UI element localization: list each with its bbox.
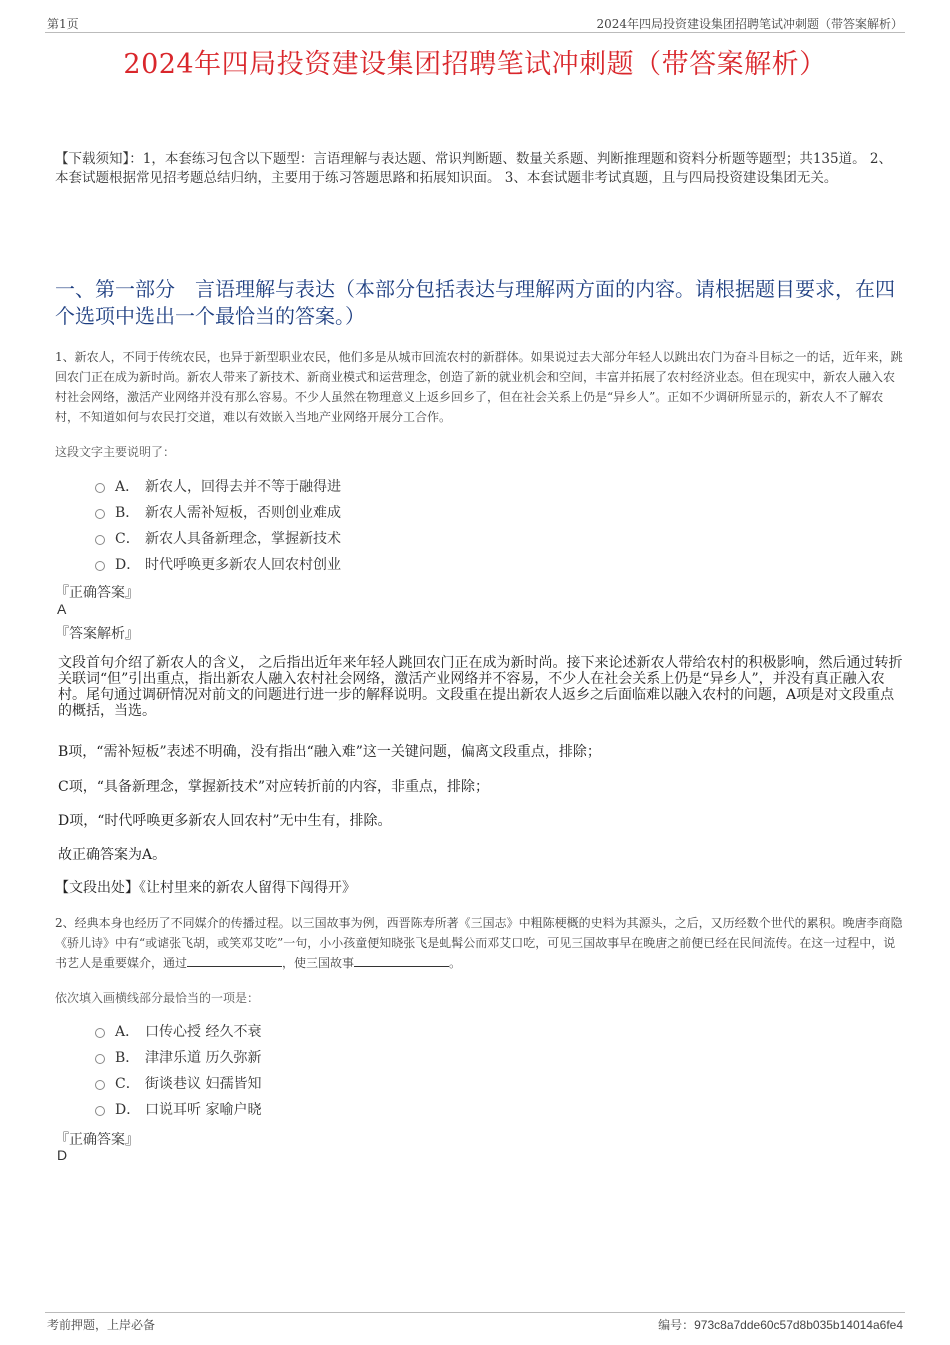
question-1-option-d[interactable]: D． 时代呼唤更多新农人回农村创业	[95, 551, 341, 577]
page-header	[45, 14, 905, 33]
question-1-answer-label: 『正确答案』	[55, 585, 139, 601]
radio-icon[interactable]	[95, 1080, 105, 1090]
footer-code: 编号：973c8a7dde60c57d8b035b14014a6fe4	[658, 1318, 903, 1332]
radio-icon[interactable]	[95, 561, 105, 571]
radio-icon[interactable]	[95, 483, 105, 493]
question-1-options	[95, 473, 341, 577]
question-2-prompt: 依次填入画横线部分最恰当的一项是：	[55, 991, 260, 1005]
question-1-analysis-c: C项，“具备新理念，掌握新技术”对应转折前的内容，非重点，排除；	[58, 779, 490, 795]
question-1-analysis-b: B项，“需补短板”表述不明确，没有指出“融入难”这一关键问题，偏离文段重点，排除；	[58, 744, 601, 760]
section-title: 一、第一部分 言语理解与表达（本部分包括表达与理解两方面的内容。请根据题目要求，在四个选项中选出一个最恰当的答案。）	[55, 277, 895, 328]
question-2-answer-label: 『正确答案』	[55, 1132, 139, 1148]
radio-icon[interactable]	[95, 1028, 105, 1038]
question-1-source: 【文段出处】《让村里来的新农人留得下闯得开》	[55, 880, 356, 896]
question-1-option-c[interactable]: C． 新农人具备新理念，掌握新技术	[95, 525, 341, 551]
header-doc-title: 2024年四局投资建设集团招聘笔试冲刺题（带答案解析）	[596, 17, 903, 31]
question-1-analysis-d: D项，“时代呼唤更多新农人回农村”无中生有，排除。	[58, 813, 392, 829]
question-2-options	[95, 1018, 261, 1122]
question-2-option-a[interactable]: A． 口传心授 经久不衰	[95, 1018, 261, 1044]
question-2-answer: D	[57, 1147, 68, 1163]
page-footer	[45, 1312, 905, 1335]
question-1-option-a[interactable]: A． 新农人，回得去并不等于融得进	[95, 473, 341, 499]
question-1-conclusion: 故正确答案为A。	[58, 847, 167, 863]
radio-icon[interactable]	[95, 1106, 105, 1116]
question-1-analysis-main: 文段首句介绍了新农人的含义， 之后指出近年来年轻人跳回农门正在成为新时尚。接下来论述新农人带给农村的积极影响，然后通过转折关联词“但”引出重点，指出新农人融入农村社会网络，激活产业网络并不容易，不少人在社会关系上仍是“异乡人”，并没有真正融入农村。尾句通过调研情况对前文的问题进行进一步的解释说明。文段重在提出新农人返乡之后面临难以融入农村的问题，A项是对文段重点的概括，当选。	[58, 655, 903, 719]
question-1-analysis-label: 『答案解析』	[55, 626, 139, 642]
radio-icon[interactable]	[95, 535, 105, 545]
radio-icon[interactable]	[95, 1054, 105, 1064]
question-2-option-b[interactable]: B． 津津乐道 历久弥新	[95, 1044, 261, 1070]
question-1-text: 1、新农人，不同于传统农民，也异于新型职业农民，他们多是从城市回流农村的新群体。如果说过去大部分年轻人以跳出农门为奋斗目标之一的话，近年来，跳回农门正在成为新时尚。新农人带来了新技术、新商业模式和运营理念，创造了新的就业机会和空间，丰富并拓展了农村经济业态。但在现实中，新农人融入农村社会网络，激活产业网络并没有那么容易。不少人虽然在物理意义上返乡回乡了，但在社会关系上仍是“异乡人”。正如不少调研所显示的，新农人不了解农村，不知道如何与农民打交道，难以有效嵌入当地产业网络开展分工合作。	[55, 350, 903, 424]
question-1-option-b[interactable]: B． 新农人需补短板，否则创业难成	[95, 499, 341, 525]
question-2-option-c[interactable]: C． 街谈巷议 妇孺皆知	[95, 1070, 261, 1096]
footer-slogan: 考前押题，上岸必备	[47, 1318, 156, 1332]
fill-blank-2	[354, 954, 449, 967]
question-2-option-d[interactable]: D． 口说耳听 家喻户晓	[95, 1096, 261, 1122]
question-1-prompt: 这段文字主要说明了：	[55, 445, 176, 459]
question-1-answer: A	[57, 601, 67, 617]
document-title: 2024年四局投资建设集团招聘笔试冲刺题（带答案解析）	[123, 49, 827, 80]
page-number: 第1页	[47, 17, 79, 31]
fill-blank-1	[187, 954, 282, 967]
radio-icon[interactable]	[95, 509, 105, 519]
download-notice: 【下载须知】：1，本套练习包含以下题型：言语理解与表达题、常识判断题、数量关系题、判断推理题和资料分析题等题型；共135道。 2、本套试题根据常见招考题总结归纳，主要用于练习答题思路和拓展知识面。 3、本套试题非考试真题，且与四局投资建设集团无关。	[55, 151, 892, 186]
question-2-text: 2、经典本身也经历了不同媒介的传播过程。以三国故事为例，西晋陈寿所著《三国志》中粗陈梗概的史料为其源头，之后，又历经数个世代的累积。晚唐李商隐《骄儿诗》中有“或谑张飞胡，或笑邓艾吃”一句，小小孩童便知晓张飞是虬髯公而邓艾口吃，可见三国故事早在晚唐之前便已经在民间流传。在这一过程中，说书艺人是重要媒介，通过 ，使三国故事 。	[55, 916, 903, 970]
